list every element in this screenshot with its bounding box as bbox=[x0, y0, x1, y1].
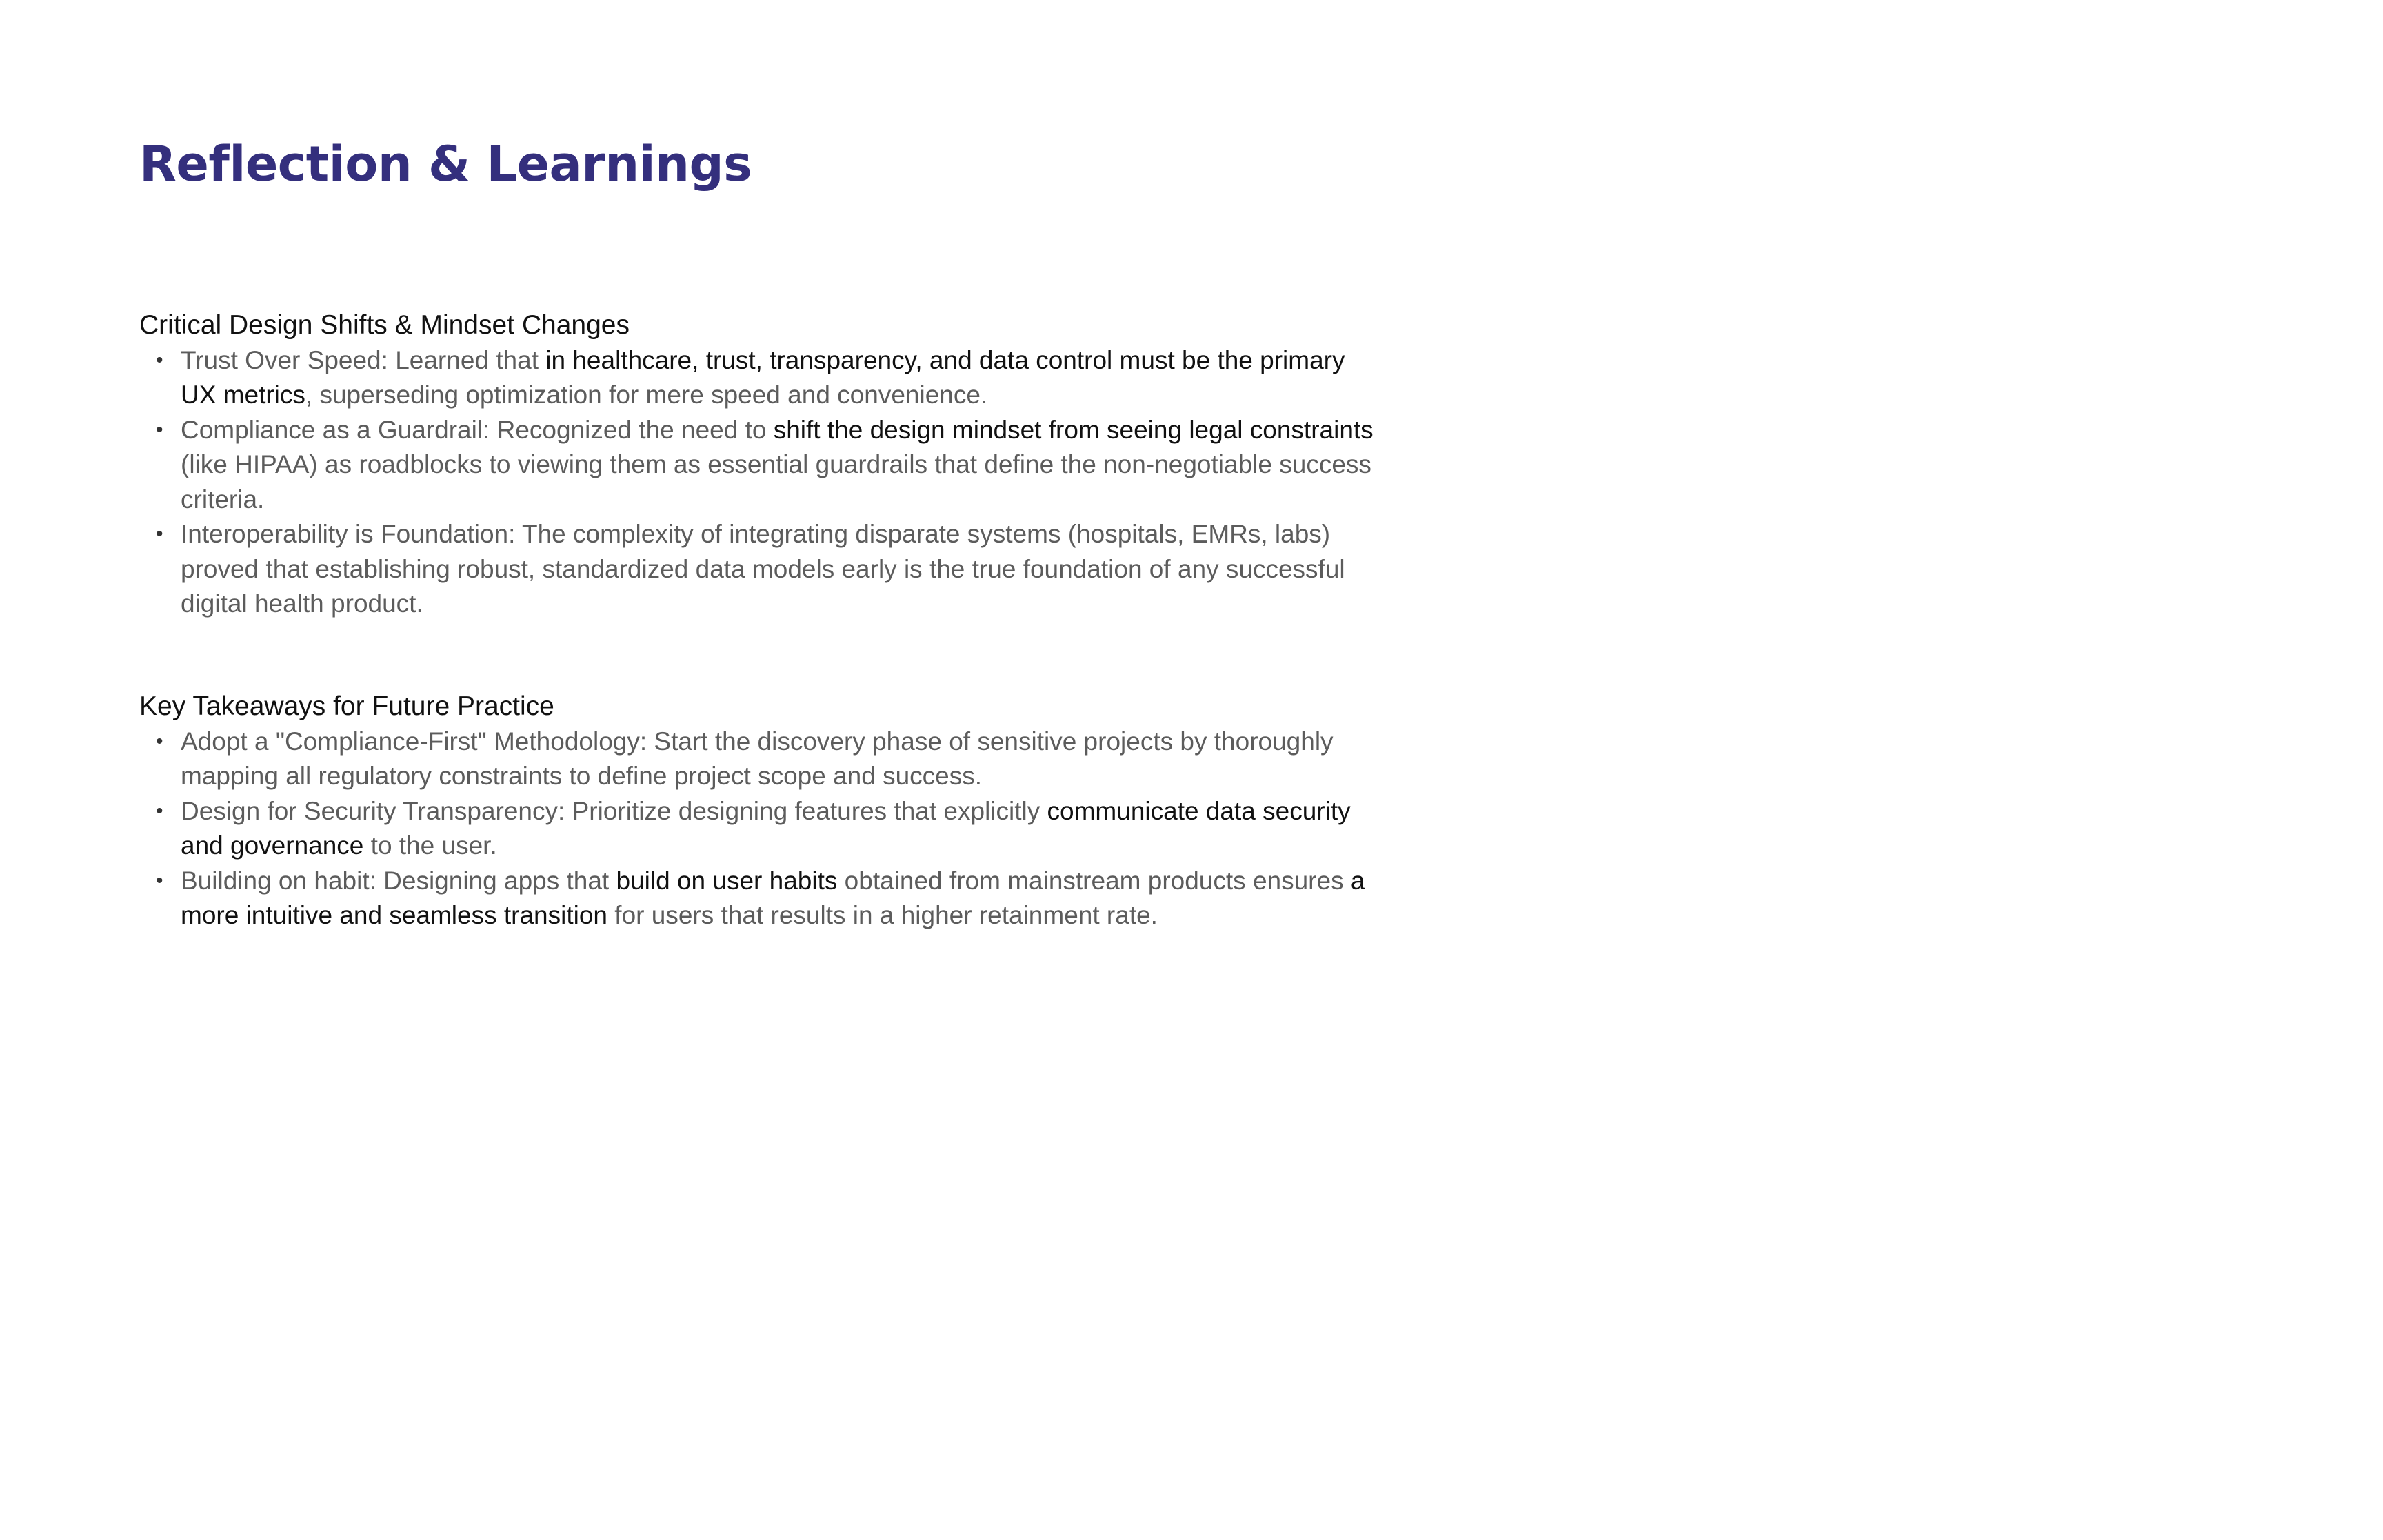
item-text: Design for Security Transparency: Prioritize designing features that explicitly bbox=[181, 796, 1047, 825]
item-text: Adopt a "Compliance-First" Methodology: Start the discovery phase of sensitive projects by thoroughly mapping all regulatory constraints to define project scope and success. bbox=[181, 727, 1334, 790]
item-emphasis: communicate data security and governance bbox=[181, 796, 1351, 860]
item-text: for users that results in a higher retainment rate. bbox=[607, 901, 1158, 929]
bullet-icon: • bbox=[156, 799, 163, 822]
item-text: Building on habit: Designing apps that bbox=[181, 866, 616, 895]
item-text: obtained from mainstream products ensures bbox=[837, 866, 1351, 895]
bullet-icon: • bbox=[156, 348, 163, 372]
section-heading: Key Takeaways for Future Practice bbox=[139, 691, 554, 721]
bullet-list bbox=[139, 343, 1380, 622]
bullet-icon: • bbox=[156, 418, 163, 441]
list-item bbox=[139, 864, 1380, 933]
item-text: Compliance as a Guardrail: Recognized the need to bbox=[181, 415, 774, 444]
item-text: (like HIPAA) as roadblocks to viewing them as essential guardrails that define the non-negotiable success criteria. bbox=[181, 450, 1371, 514]
bullet-icon: • bbox=[156, 869, 163, 892]
item-emphasis: build on user habits bbox=[616, 866, 838, 895]
item-text: Trust Over Speed: Learned that bbox=[181, 345, 546, 374]
section-key-takeaways bbox=[139, 689, 1380, 933]
item-emphasis: a more intuitive and seamless transition bbox=[181, 866, 1365, 929]
item-emphasis: shift the design mindset from seeing legal constraints bbox=[773, 415, 1374, 444]
section-critical-design-shifts bbox=[139, 308, 1380, 622]
list-item bbox=[139, 794, 1380, 864]
list-item bbox=[139, 413, 1380, 518]
item-text: Interoperability is Foundation: The complexity of integrating disparate systems (hospitals, EMRs, labs) proved that establishing robust, standardized data models early is the true foundation of any successful digital health product. bbox=[181, 520, 1345, 618]
item-text: to the user. bbox=[363, 831, 497, 860]
bullet-icon: • bbox=[156, 729, 163, 753]
item-text: , superseding optimization for mere speed and convenience. bbox=[305, 381, 988, 409]
list-item bbox=[139, 517, 1380, 622]
page-title: Reflection & Learnings bbox=[139, 136, 752, 192]
bullet-list bbox=[139, 725, 1380, 933]
section-heading: Critical Design Shifts & Mindset Changes bbox=[139, 310, 630, 340]
item-emphasis: in healthcare, trust, transparency, and data control must be the primary UX metrics bbox=[181, 345, 1345, 409]
bullet-icon: • bbox=[156, 523, 163, 545]
list-item bbox=[139, 343, 1380, 413]
list-item bbox=[139, 725, 1380, 794]
